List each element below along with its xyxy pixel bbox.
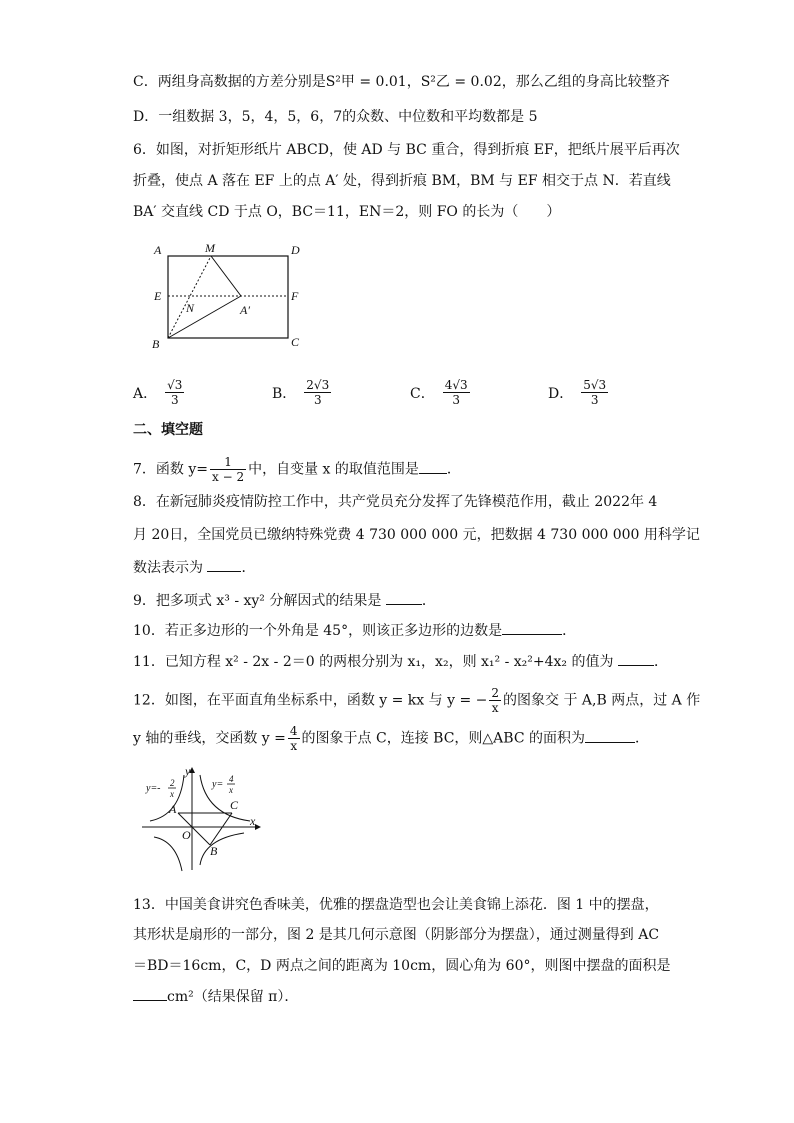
line-d: D．一组数据 3，5，4，5，6，7的众数、中位数和平均数都是 5 [133, 109, 538, 125]
label-N: N [186, 301, 195, 315]
label-A-prime: A′ [240, 303, 250, 317]
segment-ma [211, 256, 241, 296]
formula-neg2-den: x [170, 789, 174, 799]
curve-y-4-lower-left [154, 837, 182, 871]
q12-figure [140, 765, 265, 875]
formula-neg2: y=- [146, 783, 161, 794]
label-C: C [230, 798, 239, 812]
label-C: C [291, 335, 300, 349]
section-heading: 二、填空题 [133, 422, 203, 438]
formula-4: y= [212, 779, 224, 790]
segment-ba [168, 296, 241, 338]
curve-y-neg2-lower-right [200, 833, 244, 865]
q6-line3: BA′ 交直线 CD 于点 O，BC＝11，EN＝2，则 FO 的长为（ ） [133, 204, 561, 220]
label-F: F [291, 289, 299, 303]
label-A: A [169, 802, 177, 816]
label-B: B [210, 844, 218, 858]
q8-line2: 月 20日，全国党员已缴纳特殊党费 4 730 000 000 元，把数据 4 730 000 000 用科学记 [133, 527, 700, 543]
q6-figure [148, 238, 308, 353]
line-c: C．两组身高数据的方差分别是S²甲 = 0.01，S²乙 = 0.02，那么乙组的身高比较整齐 [133, 74, 670, 90]
q9: 9．把多项式 x³ - xy² 分解因式的结果是 ． [133, 590, 436, 611]
label-M: M [205, 241, 215, 255]
formula-4-den: x [229, 785, 233, 795]
option-d: D． $\frac{5√3}{3}$ [548, 378, 607, 407]
curve-y-4-upper-right [200, 775, 250, 821]
q13-line1: 13．中国美食讲究色香味美，优雅的摆盘造型也会让美食锦上添花．图 1 中的摆盘， [133, 897, 659, 913]
label-B: B [152, 337, 160, 351]
option-c: C． $\frac{4√3}{3}$ [410, 378, 468, 407]
q13-line2: 其形状是扇形的一部分，图 2 是其几何示意图（阴影部分为摆盘），通过测量得到 AC [133, 927, 660, 943]
formula-neg2-num: 2 [170, 778, 175, 788]
option-a: A． $\frac{√3}{3}$ [133, 378, 183, 407]
q8-line1: 8．在新冠肺炎疫情防控工作中，共产党员充分发挥了先锋模范作用，截止 2022年 4 [133, 494, 658, 510]
rectangle-abcd [168, 256, 288, 338]
line-bc [210, 813, 232, 845]
option-b: B． $\frac{2√3}{3}$ [272, 378, 330, 407]
label-D: D [291, 243, 300, 257]
x-axis-arrow [255, 824, 261, 830]
q7: 7．函数 y= $\frac{1}{x - 2}$ 中，自变量 x 的取值范围是 ． [133, 455, 461, 484]
label-x: x [250, 814, 256, 828]
q12-line2: y 轴的垂线，交函数 y = $\frac{4}{x}$ 的图象于点 C，连接 BC，则△ABC 的面积为 ． [133, 724, 650, 753]
label-E: E [154, 289, 162, 303]
q12-line1: 12．如图，在平面直角坐标系中，函数 y = kx 与 y = − $\frac{2}{x}$ 的图象交 于 A,B 两点，过 A 作 [133, 686, 701, 715]
q11: 11．已知方程 x² - 2x - 2＝0 的两根分别为 x₁，x₂，则 x₁² - x₂²+4x₂ 的值为 ． [133, 651, 668, 672]
q13-line3: ＝BD＝16cm，C，D 两点之间的距离为 10cm，圆心角为 60°，则图中摆盘的面积是 [133, 958, 671, 974]
q10: 10．若正多边形的一个外角是 45°，则该正多边形的边数是 ． [133, 620, 576, 641]
label-A: A [154, 243, 162, 257]
label-y: y [185, 765, 191, 778]
q8-line3: 数法表示为 ． [133, 557, 255, 578]
q13-line4: cm²（结果保留 π）． [133, 986, 298, 1007]
q6-line1: 6．如图，对折矩形纸片 ABCD，使 AD 与 BC 重合，得到折痕 EF，把纸片展平后再次 [133, 142, 680, 158]
formula-4-num: 4 [229, 774, 234, 784]
q6-line2: 折叠，使点 A 落在 EF 上的点 A′ 处，得到折痕 BM，BM 与 EF 相交于点 N．若直线 [133, 173, 671, 189]
label-O: O [182, 828, 191, 842]
